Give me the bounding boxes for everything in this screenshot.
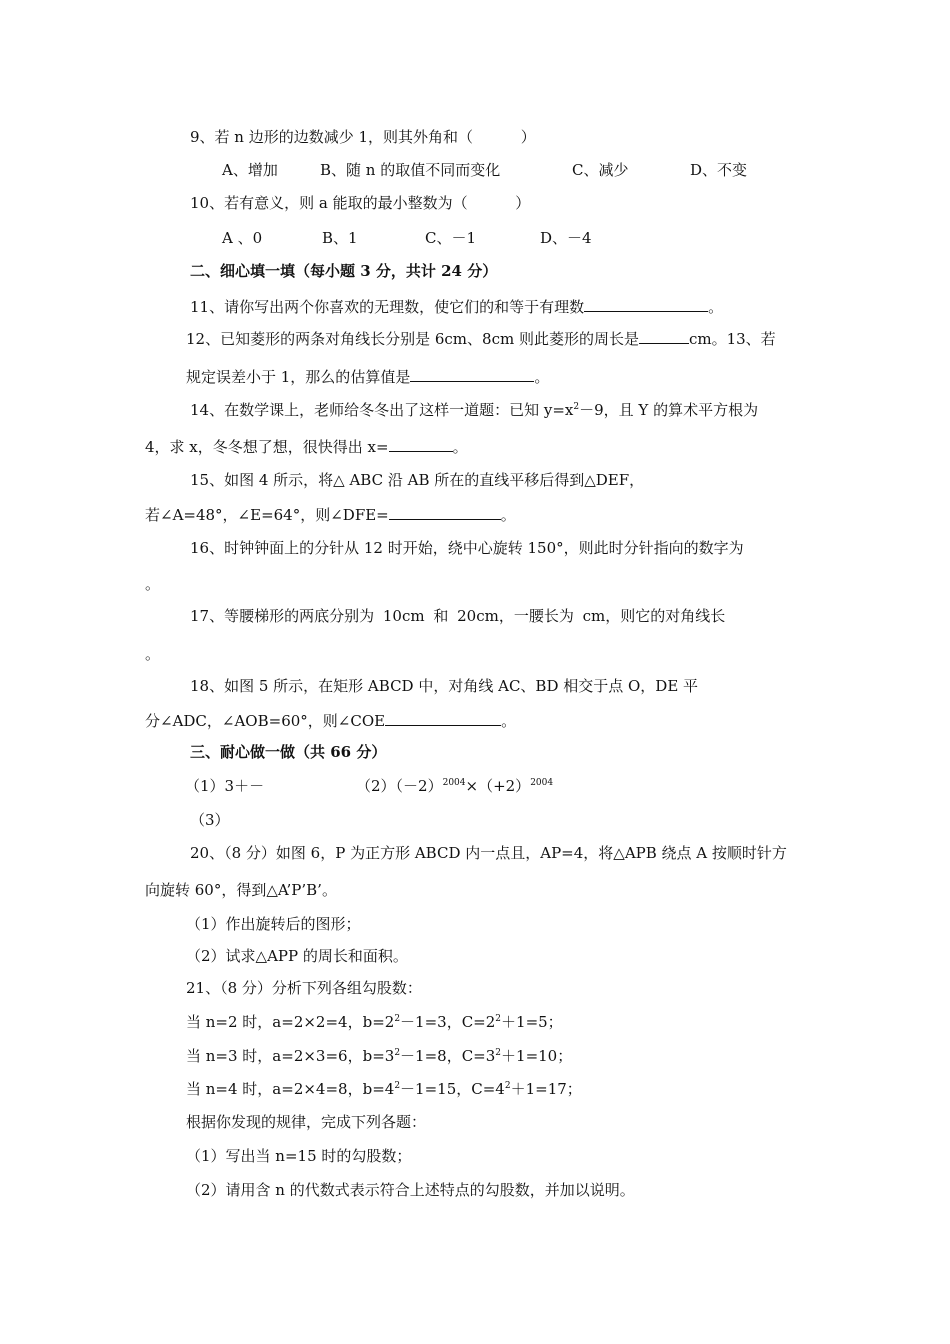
q10-option-a: A 、0 xyxy=(222,229,263,247)
q21-row-3-a: 当 n=4 时，a=2×4=8，b=4 xyxy=(186,1080,395,1098)
q19-part-3: （3） xyxy=(190,811,230,829)
q15-line2: 若∠A=48°，∠E=64°，则∠DFE= xyxy=(145,506,389,524)
question-15-line-2 xyxy=(145,504,516,525)
q21-sub-1: （1）写出当 n=15 时的勾股数； xyxy=(186,1147,412,1165)
q21-row-1 xyxy=(186,1012,563,1032)
q9-option-a: A、增加 xyxy=(222,161,278,179)
q21-row-3 xyxy=(186,1079,582,1099)
q12-unit: cm。13、若 xyxy=(688,330,776,348)
exponent: 2 xyxy=(495,1014,502,1024)
q21-row-2 xyxy=(186,1046,572,1066)
exponent: 2004 xyxy=(530,778,554,788)
question-18-line-2 xyxy=(145,710,516,731)
q21-row-3-c: ＋1=17； xyxy=(510,1080,582,1098)
q20-sub-1: （1）作出旋转后的图形； xyxy=(186,915,361,933)
answer-blank xyxy=(385,710,501,726)
q9-option-d: D、不变 xyxy=(690,161,748,179)
question-14-line-2 xyxy=(145,436,468,457)
question-9-stem: 9、若 n 边形的边数减少 1，则其外角和（ ） xyxy=(190,128,536,146)
section-2-title: 二、细心填一填（每小题 3 分，共计 24 分） xyxy=(190,262,498,280)
q21-row-3-b: －1=15，C=4 xyxy=(400,1080,505,1098)
section-3-title: 三、耐心做一做（共 66 分） xyxy=(190,743,387,761)
q9-option-c: C、减少 xyxy=(572,161,629,179)
q21-row-2-a: 当 n=3 时，a=2×3=6，b=3 xyxy=(186,1047,395,1065)
answer-blank xyxy=(389,504,501,520)
q19-p2-a: （2）（－2） xyxy=(356,777,443,795)
q18-line2: 分∠ADC，∠AOB=60°，则∠COE xyxy=(145,712,386,730)
exponent: 2 xyxy=(394,1048,401,1058)
exponent: 2 xyxy=(394,1081,401,1091)
q11-end: 。 xyxy=(708,298,724,316)
q21-sub-2: （2）请用含 n 的代数式表示符合上述特点的勾股数，并加以说明。 xyxy=(186,1181,635,1199)
q21-rule: 根据你发现的规律，完成下列各题： xyxy=(186,1113,427,1131)
q10-option-c: C、－1 xyxy=(425,229,477,247)
q12-text: 12、已知菱形的两条对角线长分别是 6cm、8cm 则此菱形的周长是 xyxy=(186,330,639,348)
answer-blank xyxy=(389,436,453,452)
exponent: 2 xyxy=(504,1081,511,1091)
question-13 xyxy=(186,366,549,387)
q15-end: 。 xyxy=(500,506,516,524)
question-11 xyxy=(190,296,723,317)
exponent: 2 xyxy=(573,402,580,412)
question-16: 16、时钟钟面上的分针从 12 时开始，绕中心旋转 150°，则此时分针指向的数字为 xyxy=(190,539,744,557)
question-20: 20、（8 分）如图 6，P 为正方形 ABCD 内一点且，AP=4，将△APB 绕点 A 按顺时针方 xyxy=(190,844,787,862)
q21-row-1-a: 当 n=2 时，a=2×2=4，b=2 xyxy=(186,1013,395,1031)
q10-option-b: B、1 xyxy=(322,229,358,247)
answer-blank xyxy=(410,366,534,382)
q13-text: 规定误差小于 1，那么的估算值是 xyxy=(186,368,411,386)
q20-sub-2: （2）试求△APP 的周长和面积。 xyxy=(186,947,408,965)
exponent: 2004 xyxy=(442,778,466,788)
q21-row-2-c: ＋1=10； xyxy=(501,1047,573,1065)
answer-blank xyxy=(639,328,689,344)
answer-blank xyxy=(584,296,708,312)
q14-line2: 4，求 x，冬冬想了想，很快得出 x= xyxy=(145,438,389,456)
q18-end: 。 xyxy=(501,712,517,730)
q19-p2-b: ×（+2） xyxy=(465,777,531,795)
question-16-line-2: 。 xyxy=(145,575,161,593)
exponent: 2 xyxy=(495,1048,502,1058)
question-15: 15、如图 4 所示，将△ ABC 沿 AB 所在的直线平移后得到△DEF， xyxy=(190,471,645,489)
q13-end: 。 xyxy=(534,368,550,386)
question-14 xyxy=(190,400,758,420)
question-17-line-2: 。 xyxy=(145,645,161,663)
q21-row-1-c: ＋1=5； xyxy=(501,1013,563,1031)
q11-text: 11、请你写出两个你喜欢的无理数，使它们的和等于有理数 xyxy=(190,298,585,316)
question-12 xyxy=(186,328,776,349)
question-10-stem: 10、若有意义，则 a 能取的最小整数为（ ） xyxy=(190,194,531,212)
q9-option-b: B、随 n 的取值不同而变化 xyxy=(320,161,501,179)
q14-text-a: 14、在数学课上，老师给冬冬出了这样一道题：已知 y=x xyxy=(190,401,574,419)
question-20-line-2: 向旋转 60°，得到△A’P’B’。 xyxy=(145,881,337,899)
q10-option-d: D、－4 xyxy=(540,229,592,247)
q14-end: 。 xyxy=(452,438,468,456)
exponent: 2 xyxy=(394,1014,401,1024)
q19-part-1: （1）3＋－ xyxy=(185,777,265,795)
question-21: 21、（8 分）分析下列各组勾股数： xyxy=(186,979,422,997)
q14-text-b: －9，且 Y 的算术平方根为 xyxy=(579,401,759,419)
q21-row-1-b: －1=3，C=2 xyxy=(400,1013,496,1031)
question-18: 18、如图 5 所示，在矩形 ABCD 中，对角线 AC、BD 相交于点 O，DE 平 xyxy=(190,677,699,695)
q21-row-2-b: －1=8，C=3 xyxy=(400,1047,496,1065)
q19-part-2 xyxy=(356,776,553,796)
question-17: 17、等腰梯形的两底分别为 10cm 和 20cm，一腰长为 cm，则它的对角线长 xyxy=(190,607,726,625)
